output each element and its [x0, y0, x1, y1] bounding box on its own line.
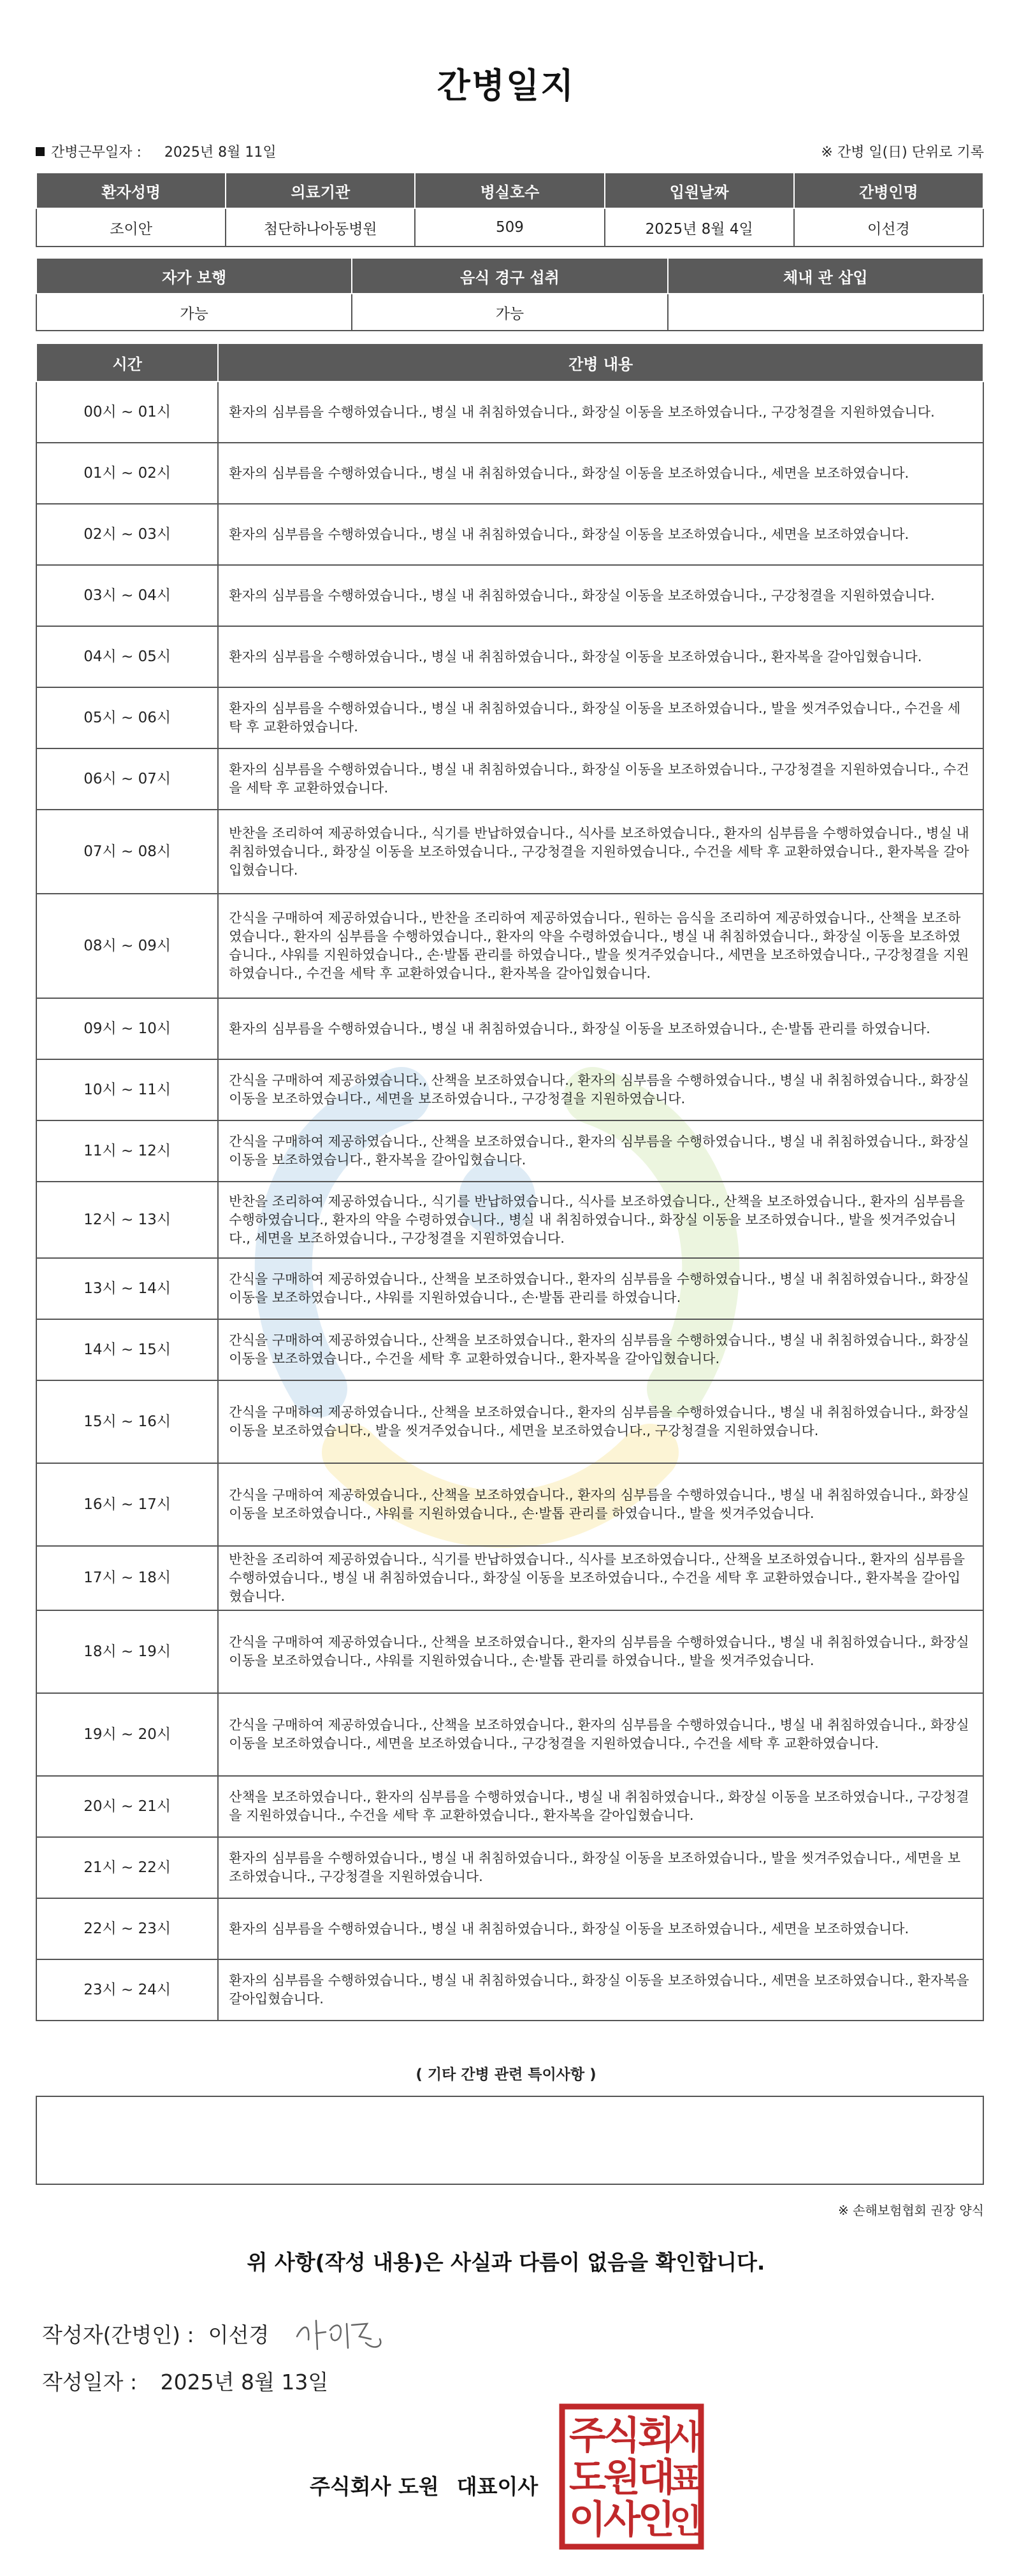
care-log-time: 04시 ~ 05시 [36, 626, 218, 687]
care-log-time: 23시 ~ 24시 [36, 1959, 218, 2021]
care-log-row [36, 894, 983, 998]
care-log-content: 환자의 심부름을 수행하였습니다., 병실 내 취침하였습니다., 화장실 이동을 보조하였습니다., 발을 씻겨주었습니다., 세면을 보조하였습니다., 구강청결을 지원하였습니다. [218, 1837, 983, 1898]
care-log-time: 13시 ~ 14시 [36, 1258, 218, 1319]
svg-text:이: 이 [569, 2498, 606, 2542]
care-log-content: 반찬을 조리하여 제공하였습니다., 식기를 반납하였습니다., 식사를 보조하였습니다., 산책을 보조하였습니다., 환자의 심부름을 수행하였습니다., 환자의 약을 수령하였습니다., 병실 내 취침하였습니다., 화장실 이동을 보조하였습니다., 발을 씻겨주었습니다., 세면을 보조하였습니다., 구강청결을 지원하였습니다. [218, 1182, 983, 1258]
care-log-table [36, 343, 984, 2021]
header-tube-insertion: 체내 관 삽입 [668, 258, 983, 294]
remarks-title: ( 기타 간병 관련 특이사항 ) [416, 2066, 596, 2083]
svg-text:사: 사 [604, 2498, 640, 2542]
patient-name: 조이안 [36, 208, 226, 247]
unit-note: ※ 간병 일(日) 단위로 기록 [821, 145, 984, 161]
confirmation-statement: 위 사항(작성 내용)은 사실과 다름이 없음을 확인합니다. [247, 2250, 765, 2275]
care-log-time: 10시 ~ 11시 [36, 1059, 218, 1120]
care-log-row [36, 504, 983, 565]
svg-text:대: 대 [638, 2456, 675, 2500]
care-log-time: 19시 ~ 20시 [36, 1693, 218, 1776]
care-log-content: 환자의 심부름을 수행하였습니다., 병실 내 취침하였습니다., 화장실 이동을 보조하였습니다., 발을 씻겨주었습니다., 수건을 세탁 후 교환하였습니다. [218, 687, 983, 748]
svg-text:주: 주 [569, 2414, 606, 2458]
svg-text:인: 인 [638, 2498, 675, 2542]
care-log-row [36, 1546, 983, 1610]
care-log-content: 간식을 구매하여 제공하였습니다., 반찬을 조리하여 제공하였습니다., 원하는 음식을 조리하여 제공하였습니다., 산책을 보조하였습니다., 환자의 심부름을 수행하였습니다., 환자의 약을 수령하였습니다., 병실 내 취침하였습니다., 화장실 이동을 보조하였습니다., 샤워를 지원하였습니다., 손·발톱 관리를 하였습니다., 발을 씻겨주었습니다., 세면을 보조하였습니다., 구강청결을 지원하였습니다., 수건을 세탁 후 교환하였습니다., 환자복을 갈아입혔습니다. [218, 894, 983, 998]
tube-insertion-value [668, 294, 983, 331]
care-log-content: 환자의 심부름을 수행하였습니다., 병실 내 취침하였습니다., 화장실 이동을 보조하였습니다., 구강청결을 지원하였습니다. [218, 382, 983, 443]
care-log-time: 09시 ~ 10시 [36, 998, 218, 1059]
care-log-header-row [36, 343, 983, 382]
svg-text:원: 원 [604, 2456, 640, 2500]
care-log-time: 08시 ~ 09시 [36, 894, 218, 998]
written-date-row [42, 2366, 328, 2396]
care-log-time: 06시 ~ 07시 [36, 748, 218, 810]
remarks-box [36, 2096, 984, 2185]
care-log-row [36, 1258, 983, 1319]
care-log-content: 간식을 구매하여 제공하였습니다., 산책을 보조하였습니다., 환자의 심부름을 수행하였습니다., 병실 내 취침하였습니다., 화장실 이동을 보조하였습니다., 세면을 보조하였습니다., 구강청결을 지원하였습니다. [218, 1059, 983, 1120]
care-log-content: 간식을 구매하여 제공하였습니다., 산책을 보조하였습니다., 환자의 심부름을 수행하였습니다., 병실 내 취침하였습니다., 화장실 이동을 보조하였습니다., 수건을 세탁 후 교환하였습니다., 환자복을 갈아입혔습니다. [218, 1319, 983, 1380]
care-log-row [36, 443, 983, 504]
patient-info-table [36, 172, 984, 247]
care-log-row [36, 810, 983, 894]
care-log-content: 간식을 구매하여 제공하였습니다., 산책을 보조하였습니다., 환자의 심부름을 수행하였습니다., 병실 내 취침하였습니다., 화장실 이동을 보조하였습니다., 세면을 보조하였습니다., 구강청결을 지원하였습니다., 수건을 세탁 후 교환하였습니다. [218, 1693, 983, 1776]
care-log-row [36, 382, 983, 443]
header-time: 시간 [36, 343, 218, 382]
care-log-row [36, 1120, 983, 1182]
caregiver-name: 이선경 [794, 208, 983, 247]
care-log-time: 00시 ~ 01시 [36, 382, 218, 443]
care-log-row [36, 1898, 983, 1959]
page-title: 간병일지 [437, 66, 575, 106]
header-oral-intake: 음식 경구 섭취 [352, 258, 667, 294]
svg-text:인: 인 [669, 2503, 702, 2541]
care-log-time: 20시 ~ 21시 [36, 1776, 218, 1837]
care-log-content: 간식을 구매하여 제공하였습니다., 산책을 보조하였습니다., 환자의 심부름을 수행하였습니다., 병실 내 취침하였습니다., 화장실 이동을 보조하였습니다., 샤워를 지원하였습니다., 손·발톱 관리를 하였습니다. [218, 1258, 983, 1319]
care-log-row [36, 687, 983, 748]
care-log-row [36, 998, 983, 1059]
svg-text:회: 회 [638, 2414, 675, 2458]
hospital-name: 첨단하나아동병원 [226, 208, 415, 247]
writer-row [42, 2311, 393, 2356]
work-date-value: 2025년 8월 11일 [164, 145, 277, 161]
care-log-content: 반찬을 조리하여 제공하였습니다., 식기를 반납하였습니다., 식사를 보조하였습니다., 환자의 심부름을 수행하였습니다., 병실 내 취침하였습니다., 화장실 이동을 보조하였습니다., 구강청결을 지원하였습니다., 수건을 세탁 후 교환하였습니다., 환자복을 갈아입혔습니다. [218, 810, 983, 894]
svg-text:도: 도 [569, 2456, 606, 2500]
care-log-content: 환자의 심부름을 수행하였습니다., 병실 내 취침하였습니다., 화장실 이동을 보조하였습니다., 환자복을 갈아입혔습니다. [218, 626, 983, 687]
care-log-time: 12시 ~ 13시 [36, 1182, 218, 1258]
care-log-content: 간식을 구매하여 제공하였습니다., 산책을 보조하였습니다., 환자의 심부름을 수행하였습니다., 병실 내 취침하였습니다., 화장실 이동을 보조하였습니다., 샤워를 지원하였습니다., 손·발톱 관리를 하였습니다., 발을 씻겨주었습니다. [218, 1610, 983, 1693]
care-log-time: 02시 ~ 03시 [36, 504, 218, 565]
care-log-time: 21시 ~ 22시 [36, 1837, 218, 1898]
written-date-label: 작성일자 : [42, 2370, 138, 2394]
care-log-content: 반찬을 조리하여 제공하였습니다., 식기를 반납하였습니다., 식사를 보조하였습니다., 산책을 보조하였습니다., 환자의 심부름을 수행하였습니다., 병실 내 취침하였습니다., 화장실 이동을 보조하였습니다., 수건을 세탁 후 교환하였습니다., 환자복을 갈아입혔습니다. [218, 1546, 983, 1610]
care-log-time: 18시 ~ 19시 [36, 1610, 218, 1693]
header-admission-date: 입원날짜 [605, 173, 794, 208]
care-log-content: 간식을 구매하여 제공하였습니다., 산책을 보조하였습니다., 환자의 심부름을 수행하였습니다., 병실 내 취침하였습니다., 화장실 이동을 보조하였습니다., 발을 씻겨주었습니다., 세면을 보조하였습니다., 구강청결을 지원하였습니다. [218, 1380, 983, 1463]
care-log-time: 01시 ~ 02시 [36, 443, 218, 504]
care-log-time: 17시 ~ 18시 [36, 1546, 218, 1610]
header-patient-name: 환자성명 [36, 173, 226, 208]
status-header-row [36, 258, 983, 294]
svg-text:사: 사 [669, 2419, 702, 2457]
writer-name: 이선경 [208, 2322, 270, 2347]
patient-info-header-row [36, 173, 983, 208]
care-log-time: 05시 ~ 06시 [36, 687, 218, 748]
header-hospital: 의료기관 [226, 173, 415, 208]
company-name: 주식회사 도원 [310, 2474, 439, 2499]
care-log-content: 환자의 심부름을 수행하였습니다., 병실 내 취침하였습니다., 화장실 이동을 보조하였습니다., 구강청결을 지원하였습니다., 수건을 세탁 후 교환하였습니다. [218, 748, 983, 810]
care-log-row [36, 748, 983, 810]
care-log-content: 간식을 구매하여 제공하였습니다., 산책을 보조하였습니다., 환자의 심부름을 수행하였습니다., 병실 내 취침하였습니다., 화장실 이동을 보조하였습니다., 환자복을 갈아입혔습니다. [218, 1120, 983, 1182]
care-log-row [36, 1837, 983, 1898]
care-log-row [36, 1776, 983, 1837]
care-log-content: 환자의 심부름을 수행하였습니다., 병실 내 취침하였습니다., 화장실 이동을 보조하였습니다., 세면을 보조하였습니다. [218, 504, 983, 565]
header-self-walking: 자가 보행 [36, 258, 352, 294]
care-log-row [36, 1182, 983, 1258]
care-log-row [36, 1610, 983, 1693]
care-log-content: 환자의 심부름을 수행하였습니다., 병실 내 취침하였습니다., 화장실 이동을 보조하였습니다., 구강청결을 지원하였습니다. [218, 565, 983, 626]
work-date-label: 간병근무일자 : [51, 145, 141, 161]
company-title: 대표이사 [456, 2474, 539, 2499]
care-log-content: 환자의 심부름을 수행하였습니다., 병실 내 취침하였습니다., 화장실 이동을 보조하였습니다., 손·발톱 관리를 하였습니다. [218, 998, 983, 1059]
patient-status-table [36, 257, 984, 331]
care-log-row [36, 565, 983, 626]
written-date-value: 2025년 8월 13일 [160, 2370, 329, 2394]
work-date [36, 141, 277, 161]
meta-row [36, 141, 984, 161]
care-log-row [36, 626, 983, 687]
room-number: 509 [415, 208, 604, 247]
care-log-row [36, 1380, 983, 1463]
care-log-row [36, 1959, 983, 2021]
header-room-number: 병실호수 [415, 173, 604, 208]
care-log-row [36, 1463, 983, 1546]
care-log-row [36, 1059, 983, 1120]
square-bullet-icon [36, 147, 45, 156]
handwritten-signature-icon [291, 2311, 393, 2356]
care-log-time: 11시 ~ 12시 [36, 1120, 218, 1182]
self-walking-value: 가능 [36, 294, 352, 331]
care-log-content: 간식을 구매하여 제공하였습니다., 산책을 보조하였습니다., 환자의 심부름을 수행하였습니다., 병실 내 취침하였습니다., 화장실 이동을 보조하였습니다., 샤워를 지원하였습니다., 손·발톱 관리를 하였습니다., 발을 씻겨주었습니다. [218, 1463, 983, 1546]
care-log-row [36, 1693, 983, 1776]
svg-text:식: 식 [604, 2414, 640, 2458]
status-value-row [36, 294, 983, 331]
company-signature-line [310, 2470, 538, 2500]
svg-text:표: 표 [669, 2461, 702, 2499]
remarks-content [37, 2097, 983, 2110]
header-care-content: 간병 내용 [218, 343, 983, 382]
care-log-row [36, 1319, 983, 1380]
header-caregiver-name: 간병인명 [794, 173, 983, 208]
writer-label: 작성자(간병인) : [42, 2322, 194, 2347]
care-log-time: 07시 ~ 08시 [36, 810, 218, 894]
patient-info-value-row [36, 208, 983, 247]
care-log-content: 환자의 심부름을 수행하였습니다., 병실 내 취침하였습니다., 화장실 이동을 보조하였습니다., 세면을 보조하였습니다. [218, 443, 983, 504]
form-footnote: ※ 손해보험협회 권장 양식 [837, 2203, 984, 2218]
care-log-content: 산책을 보조하였습니다., 환자의 심부름을 수행하였습니다., 병실 내 취침하였습니다., 화장실 이동을 보조하였습니다., 구강청결을 지원하였습니다., 수건을 세탁 후 교환하였습니다., 환자복을 갈아입혔습니다. [218, 1776, 983, 1837]
admission-date: 2025년 8월 4일 [605, 208, 794, 247]
care-log-time: 03시 ~ 04시 [36, 565, 218, 626]
care-log-time: 22시 ~ 23시 [36, 1898, 218, 1959]
oral-intake-value: 가능 [352, 294, 667, 331]
care-log-content: 환자의 심부름을 수행하였습니다., 병실 내 취침하였습니다., 화장실 이동을 보조하였습니다., 세면을 보조하였습니다., 환자복을 갈아입혔습니다. [218, 1959, 983, 2021]
care-log-time: 15시 ~ 16시 [36, 1380, 218, 1463]
company-seal-stamp-icon [558, 2403, 705, 2551]
care-log-time: 14시 ~ 15시 [36, 1319, 218, 1380]
care-log-time: 16시 ~ 17시 [36, 1463, 218, 1546]
care-log-content: 환자의 심부름을 수행하였습니다., 병실 내 취침하였습니다., 화장실 이동을 보조하였습니다., 세면을 보조하였습니다. [218, 1898, 983, 1959]
